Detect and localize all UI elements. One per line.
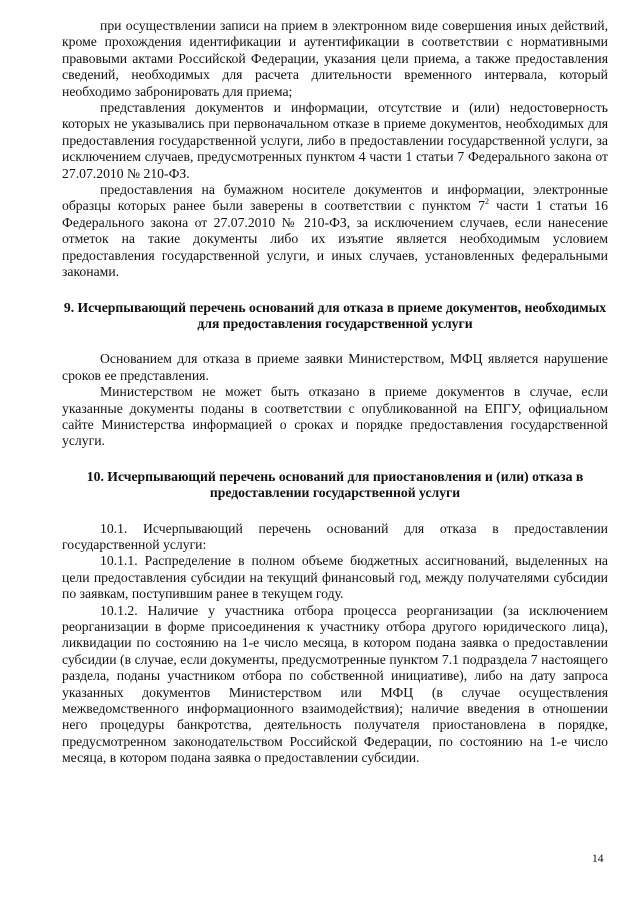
section-9-paragraph-1: Основанием для отказа в приеме заявки Министерством, МФЦ является нарушение сроков ее представления. [62,351,608,383]
paragraph-intro-1: при осуществлении записи на прием в электронном виде совершения иных действий, кроме прохождения идентификации и аутентификации в соответствии с нормативными правовыми актами Российской Федерации, указания цели приема, а также предоставления сведений, необходимых для расчета длительности временного интервала, который необходимо забронировать для приема; [62,18,608,99]
section-10-paragraph-3: 10.1.2. Наличие у участника отбора процесса реорганизации (за исключением реорганизации в форме присоединения к участнику отбора другого юридического лица), ликвидации по состоянию на 1-е число месяца, в котором подана заявка о предоставлении субсидии (в случае, если документы, предусмотренные пунктом 7.1 подраздела 7 настоящего раздела, поданы участником отбора по собственной инициативе), либо на дату запроса указанных документов Министерством или МФЦ (в случае осуществления межведомственного информационного взаимодействия); наличие введения в отношении него процедуры банкротства, деятельность получателя приостановлена в порядке, предусмотренном законодательством Российской Федерации, по состоянию на 1-е число месяца, в котором подана заявка о предоставлении субсидии. [62,602,608,766]
paragraph-intro-3 [62,182,608,280]
section-10-paragraph-1: 10.1. Исчерпывающий перечень оснований для отказа в предоставлении государственной услуги: [62,520,608,552]
section-9-heading: 9. Исчерпывающий перечень оснований для отказа в приеме документов, необходимых для предоставления государственной услуги [63,299,607,331]
section-10-heading: 10. Исчерпывающий перечень оснований для приостановления и (или) отказа в предоставлении государственной услуги [86,468,584,501]
paragraph-intro-2: представления документов и информации, отсутствие и (или) недостоверность которых не указывались при первоначальном отказе в приеме документов, необходимых для предоставления государственной услуги, либо в предоставлении государственной услуги, за исключением случаев, предусмотренных пунктом 4 части 1 статьи 7 Федерального закона от 27.07.2010 № 210-ФЗ. [62,100,608,181]
paragraph-intro-3-text-b: части 1 статьи 16 Федерального закона от 27.07.2010 № 210-ФЗ, за исключением случаев, если нанесение отметок на такие документы либо их изъятие является необходимым условием предоставления государственной услуги, и иных случаев, установленных федеральными законами. [62,198,608,280]
page-content [62,18,608,767]
paragraph-intro-3-text-a: предоставления на бумажном носителе документов и информации, электронные образцы которых ранее были заверены в соответствии с пунктом 7 [62,182,608,214]
page-number: 14 [592,853,604,865]
section-9-paragraph-2: Министерством не может быть отказано в приеме документов в случае, если указанные документы поданы в соответствии с опубликованной на ЕПГУ, официальном сайте Министерства информацией о сроках и порядке предоставления государственной услуги. [62,384,608,449]
section-10-paragraph-2: 10.1.1. Распределение в полном объеме бюджетных ассигнований, выделенных на цели предоставления субсидии на текущий финансовый год, между получателями субсидии по заявкам, поступившим ранее в текущем году. [62,553,608,602]
superscript-index: 2 [485,197,490,207]
